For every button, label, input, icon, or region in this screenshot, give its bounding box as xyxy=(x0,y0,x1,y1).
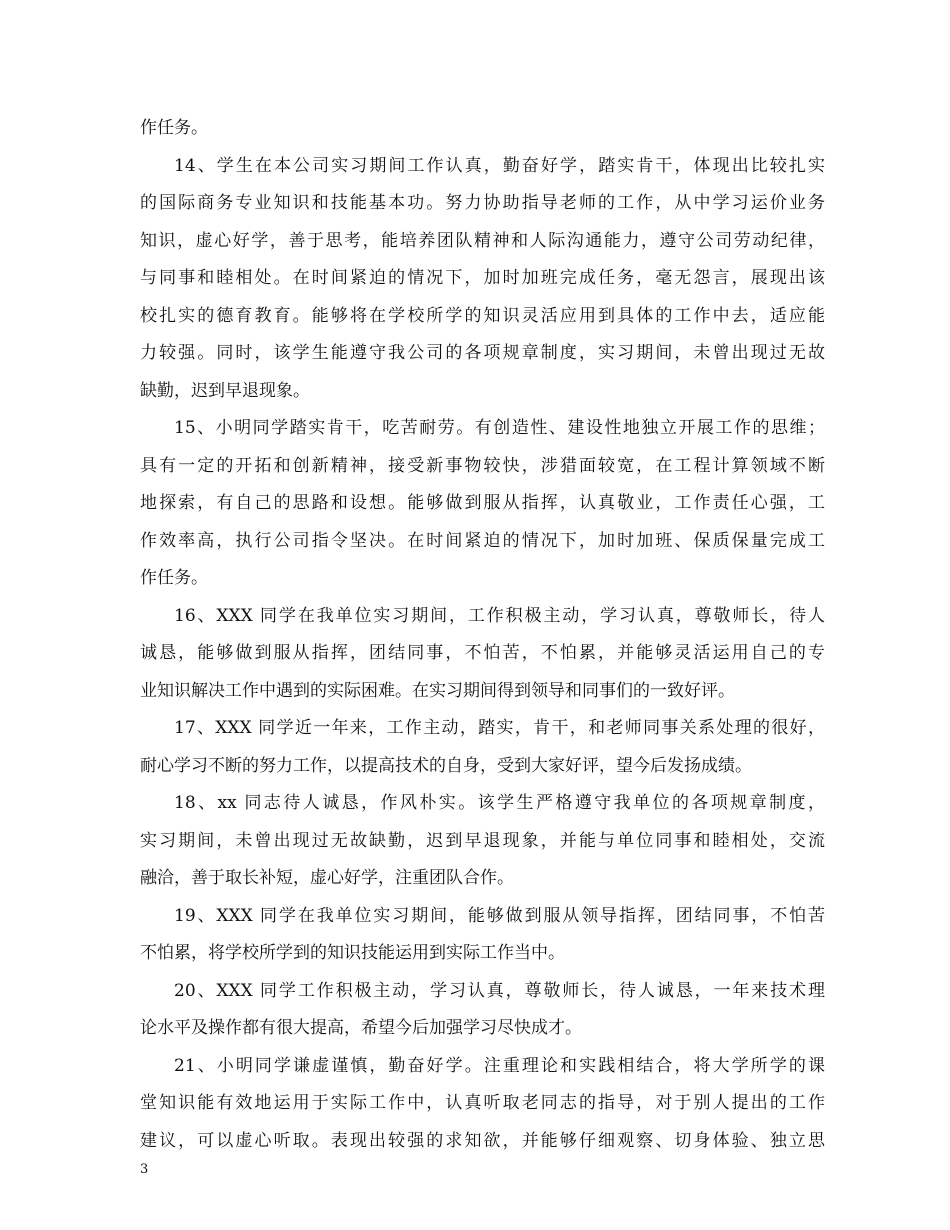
text-line: 校扎实的德育教育。能够将在学校所学的知识灵活应用到具体的工作中去，适应能 xyxy=(140,305,825,326)
paragraph-13-continuation xyxy=(140,110,825,148)
paragraph-15 xyxy=(140,410,825,598)
text-line: 与同事和睦相处。在时间紧迫的情况下，加时加班完成任务，毫无怨言，展现出该 xyxy=(140,268,825,288)
document-body xyxy=(140,110,825,1160)
paragraph-19 xyxy=(140,898,825,973)
text-line: 20、XXX 同学工作积极主动，学习认真，尊敬师长，待人诚恳，一年来技术理 xyxy=(174,980,825,1001)
paragraph-21 xyxy=(140,1048,825,1161)
text-line: 业知识解决工作中遇到的实际困难。在实习期间得到领导和同事们的一致好评。 xyxy=(140,680,735,701)
paragraph-20 xyxy=(140,973,825,1048)
text-line: 15、小明同学踏实肯干，吃苦耐劳。有创造性、建设性地独立开展工作的思维； xyxy=(174,418,825,438)
paragraph-16 xyxy=(140,598,825,711)
text-line: 具有一定的开拓和创新精神，接受新事物较快，涉猎面较宽，在工程计算领域不断 xyxy=(140,455,825,476)
text-line: 18、xx 同志待人诚恳，作风朴实。该学生严格遵守我单位的各项规章制度， xyxy=(174,793,825,813)
text-line: 不怕累，将学校所学到的知识技能运用到实际工作当中。 xyxy=(140,943,565,963)
text-line: 力较强。同时，该学生能遵守我公司的各项规章制度，实习期间，未曾出现过无故 xyxy=(140,343,825,363)
text-line: 建议，可以虚心听取。表现出较强的求知欲，并能够仔细观察、切身体验、独立思 xyxy=(140,1130,825,1151)
text-line: 实习期间，未曾出现过无故缺勤，迟到早退现象，并能与单位同事和睦相处，交流 xyxy=(140,830,825,851)
paragraph-14 xyxy=(140,148,825,411)
text-line: 作任务。 xyxy=(140,568,208,588)
paragraph-17 xyxy=(140,710,825,785)
text-line: 14、学生在本公司实习期间工作认真，勤奋好学，踏实肯干，体现出比较扎实 xyxy=(174,155,825,176)
text-line: 16、XXX 同学在我单位实习期间，工作积极主动，学习认真，尊敬师长，待人 xyxy=(174,605,825,626)
text-line: 17、XXX 同学近一年来，工作主动，踏实，肯干，和老师同事关系处理的很好， xyxy=(174,718,825,738)
page-number: 3 xyxy=(140,1162,149,1177)
text-line: 21、小明同学谦虚谨慎，勤奋好学。注重理论和实践相结合，将大学所学的课 xyxy=(174,1055,825,1076)
text-line: 作任务。 xyxy=(140,118,208,138)
text-line: 缺勤，迟到早退现象。 xyxy=(140,380,310,401)
text-line: 地探索，有自己的思路和设想。能够做到服从指挥，认真敬业，工作责任心强，工 xyxy=(140,493,825,513)
text-line: 作效率高，执行公司指令坚决。在时间紧迫的情况下，加时加班、保质保量完成工 xyxy=(140,530,825,551)
text-line: 融洽，善于取长补短，虚心好学，注重团队合作。 xyxy=(140,868,514,888)
paragraph-18 xyxy=(140,785,825,898)
text-line: 论水平及操作都有很大提高，希望今后加强学习尽快成才。 xyxy=(140,1018,582,1038)
text-line: 堂知识能有效地运用于实际工作中，认真听取老同志的指导，对于别人提出的工作 xyxy=(140,1093,825,1113)
text-line: 19、XXX 同学在我单位实习期间，能够做到服从领导指挥，团结同事，不怕苦 xyxy=(174,905,825,926)
text-line: 的国际商务专业知识和技能基本功。努力协助指导老师的工作，从中学习运价业务 xyxy=(140,193,825,213)
text-line: 知识，虚心好学，善于思考，能培养团队精神和人际沟通能力，遵守公司劳动纪律， xyxy=(140,230,825,251)
text-line: 诚恳，能够做到服从指挥，团结同事，不怕苦，不怕累，并能够灵活运用自己的专 xyxy=(140,643,825,663)
text-line: 耐心学习不断的努力工作，以提高技术的自身，受到大家好评，望今后发扬成绩。 xyxy=(140,755,752,776)
